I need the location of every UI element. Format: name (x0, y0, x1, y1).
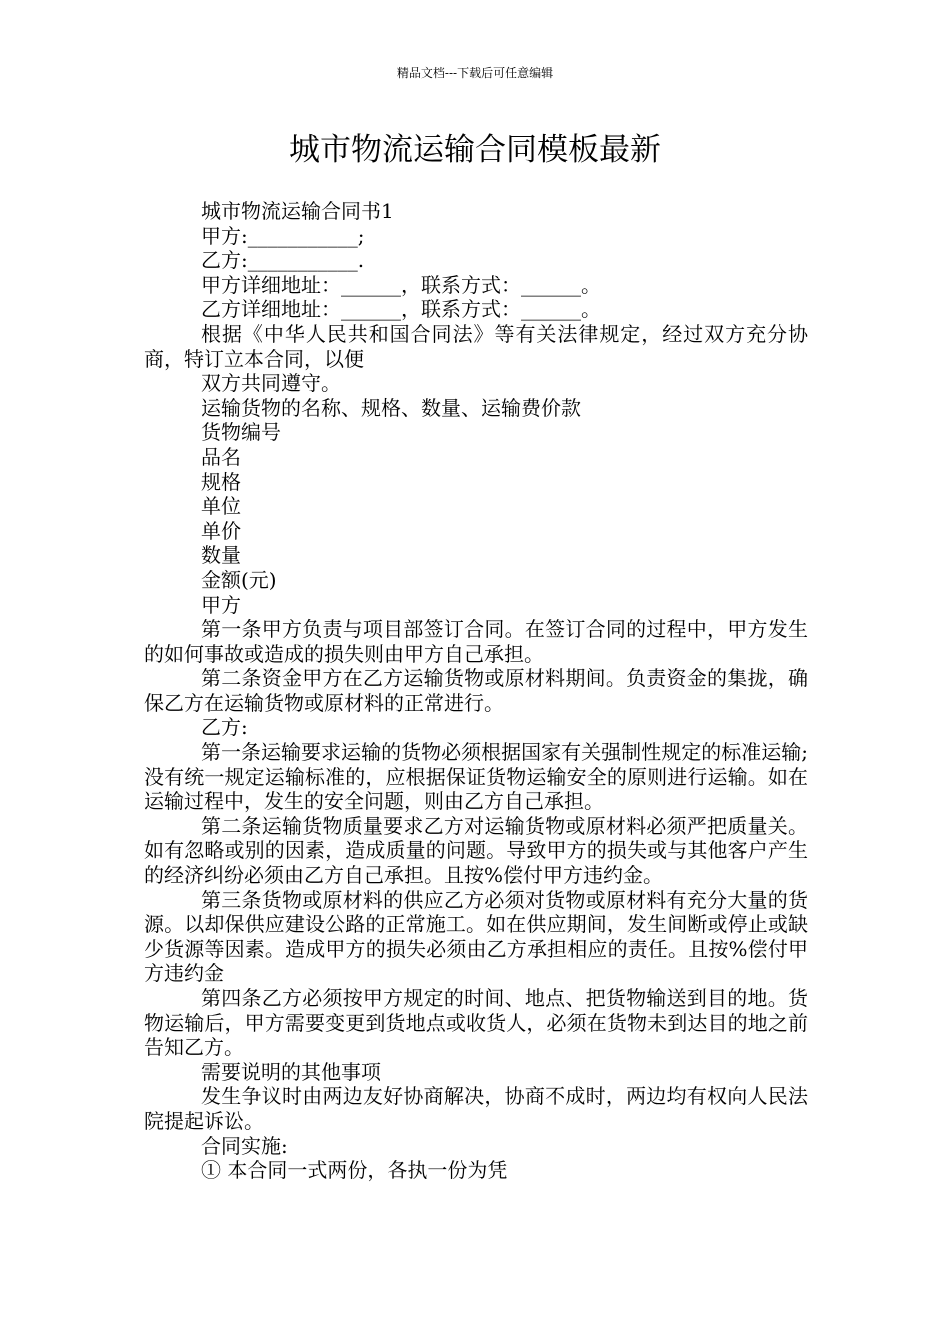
goods-field-number: 货物编号 (201, 420, 281, 445)
party-b-article-3: 第三条货物或原材料的供应乙方必须对货物或原材料有充分大量的货源。以却保供应建设公路的正常施工。如在供应期间，发生间断或停止或缺少货源等因素。造成甲方的损失必须由乙方承担相应的责任。且按%偿付甲方违约金 (144, 887, 808, 986)
party-b-line: 乙方:___________. (201, 248, 365, 273)
goods-field-spec: 规格 (201, 469, 241, 494)
other-matters-heading: 需要说明的其他事项 (201, 1059, 381, 1084)
party-a-article-2: 第二条资金甲方在乙方运输货物或原材料期间。负责资金的集拢，确保乙方在运输货物或原材料的正常进行。 (144, 666, 808, 715)
party-b-address: 乙方详细地址：______，联系方式：______。 (201, 297, 601, 322)
goods-field-price: 单价 (201, 518, 241, 543)
goods-field-amount: 金额(元) (201, 567, 277, 592)
party-b-section-heading: 乙方: (201, 715, 248, 740)
party-a-address: 甲方详细地址：______，联系方式：______。 (201, 272, 601, 297)
party-b-article-2: 第二条运输货物质量要求乙方对运输货物或原材料必须严把质量关。如有忽略或别的因素，造成质量的问题。导致甲方的损失或与其他客户产生的经济纠纷必须由乙方自己承担。且按%偿付甲方违约金。 (144, 813, 808, 888)
document-body (144, 199, 808, 1183)
party-b-article-4: 第四条乙方必须按甲方规定的时间、地点、把货物输送到目的地。货物运输后，甲方需要变更到货地点或收货人，必须在货物未到达目的地之前告知乙方。 (144, 986, 808, 1060)
contract-heading: 城市物流运输合同书1 (201, 199, 394, 223)
preamble-paragraph: 根据《中华人民共和国合同法》等有关法律规定，经过双方充分协商，特订立本合同，以便 (144, 321, 808, 371)
preamble-continuation: 双方共同遵守。 (201, 371, 341, 396)
goods-section-heading: 运输货物的名称、规格、数量、运输费价款 (201, 395, 581, 420)
party-b-article-1: 第一条运输要求运输的货物必须根据国家有关强制性规定的标准运输;没有统一规定运输标准的，应根据保证货物运输安全的原则进行运输。如在运输过程中，发生的安全问题，则由乙方自己承担。 (144, 740, 808, 814)
goods-field-quantity: 数量 (201, 543, 241, 568)
header-note: 精品文档---下载后可任意编辑 (396, 66, 554, 80)
party-a-section-heading: 甲方 (201, 592, 241, 617)
party-a-line: 甲方:___________; (201, 223, 365, 248)
goods-field-name: 品名 (201, 444, 241, 469)
implementation-heading: 合同实施: (201, 1133, 288, 1158)
dispute-paragraph: 发生争议时由两边友好协商解决，协商不成时，两边均有权向人民法院提起诉讼。 (144, 1084, 808, 1133)
implementation-item-1: ① 本合同一式两份，各执一份为凭 (201, 1158, 508, 1183)
document-title: 城市物流运输合同模板最新 (289, 132, 661, 168)
goods-field-unit: 单位 (201, 494, 241, 519)
party-a-article-1: 第一条甲方负责与项目部签订合同。在签订合同的过程中，甲方发生的如何事故或造成的损失则由甲方自己承担。 (144, 617, 808, 666)
